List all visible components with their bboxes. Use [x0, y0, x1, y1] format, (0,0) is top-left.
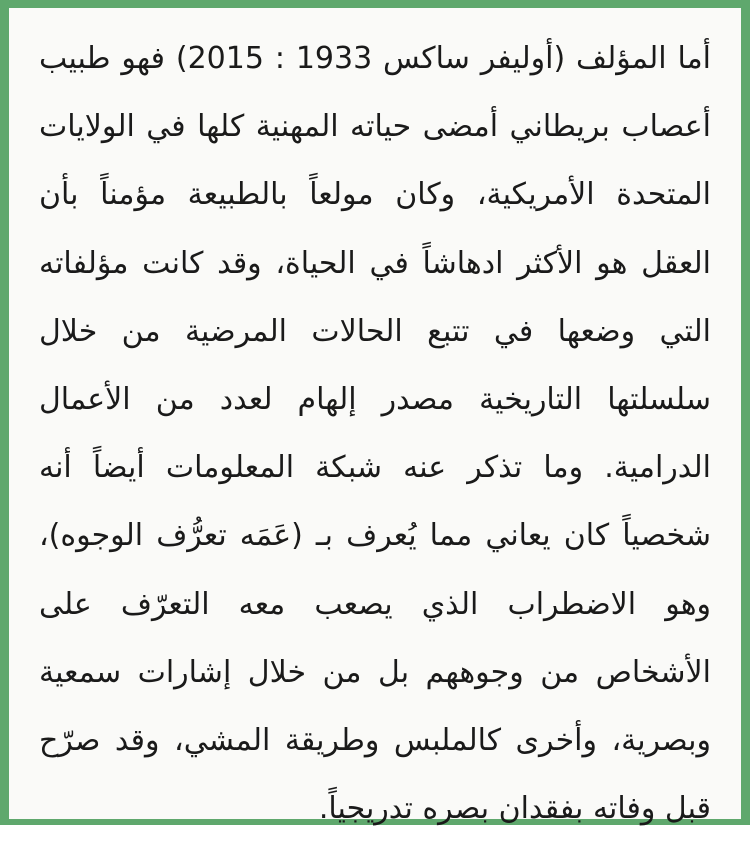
paragraph-line-11: وبصرية، وأخرى كالملبس وطريقة المشي، وقد صرّح	[39, 722, 711, 758]
paragraph-line-8: شخصياً كان يعاني مما يُعرف بـ (عَمَه تعرُّف الوجوه)،	[39, 518, 711, 554]
paragraph-line-4: العقل هو الأكثر ادهاشاً في الحياة، وقد كانت مؤلفاته	[39, 245, 711, 281]
paragraph-line-3: المتحدة الأمريكية، وكان مولعاً بالطبيعة مؤمناً بأن	[39, 177, 711, 213]
paragraph-line-5: التي وضعها في تتبع الحالات المرضية من خلال	[39, 313, 711, 349]
paragraph-line-12: قبل وفاته بفقدان بصره تدريجياً.	[318, 791, 711, 827]
paragraph-line-7: الدرامية. وما تذكر عنه شبكة المعلومات أيضاً أنه	[39, 450, 711, 486]
paragraph-line-9: وهو الاضطراب الذي يصعب معه التعرّف على	[39, 586, 711, 622]
paragraph-line-10: الأشخاص من وجوههم بل من خلال إشارات سمعية	[39, 654, 711, 690]
paragraph-line-6: سلسلتها التاريخية مصدر إلهام لعدد من الأعمال	[39, 381, 711, 417]
body-paragraph	[39, 25, 711, 843]
paragraph-line-2: أعصاب بريطاني أمضى حياته المهنية كلها في الولايات	[39, 109, 711, 145]
paragraph-line-1: أما المؤلف (أوليفر ساكس 1933 : 2015) فهو طبيب	[39, 41, 711, 76]
